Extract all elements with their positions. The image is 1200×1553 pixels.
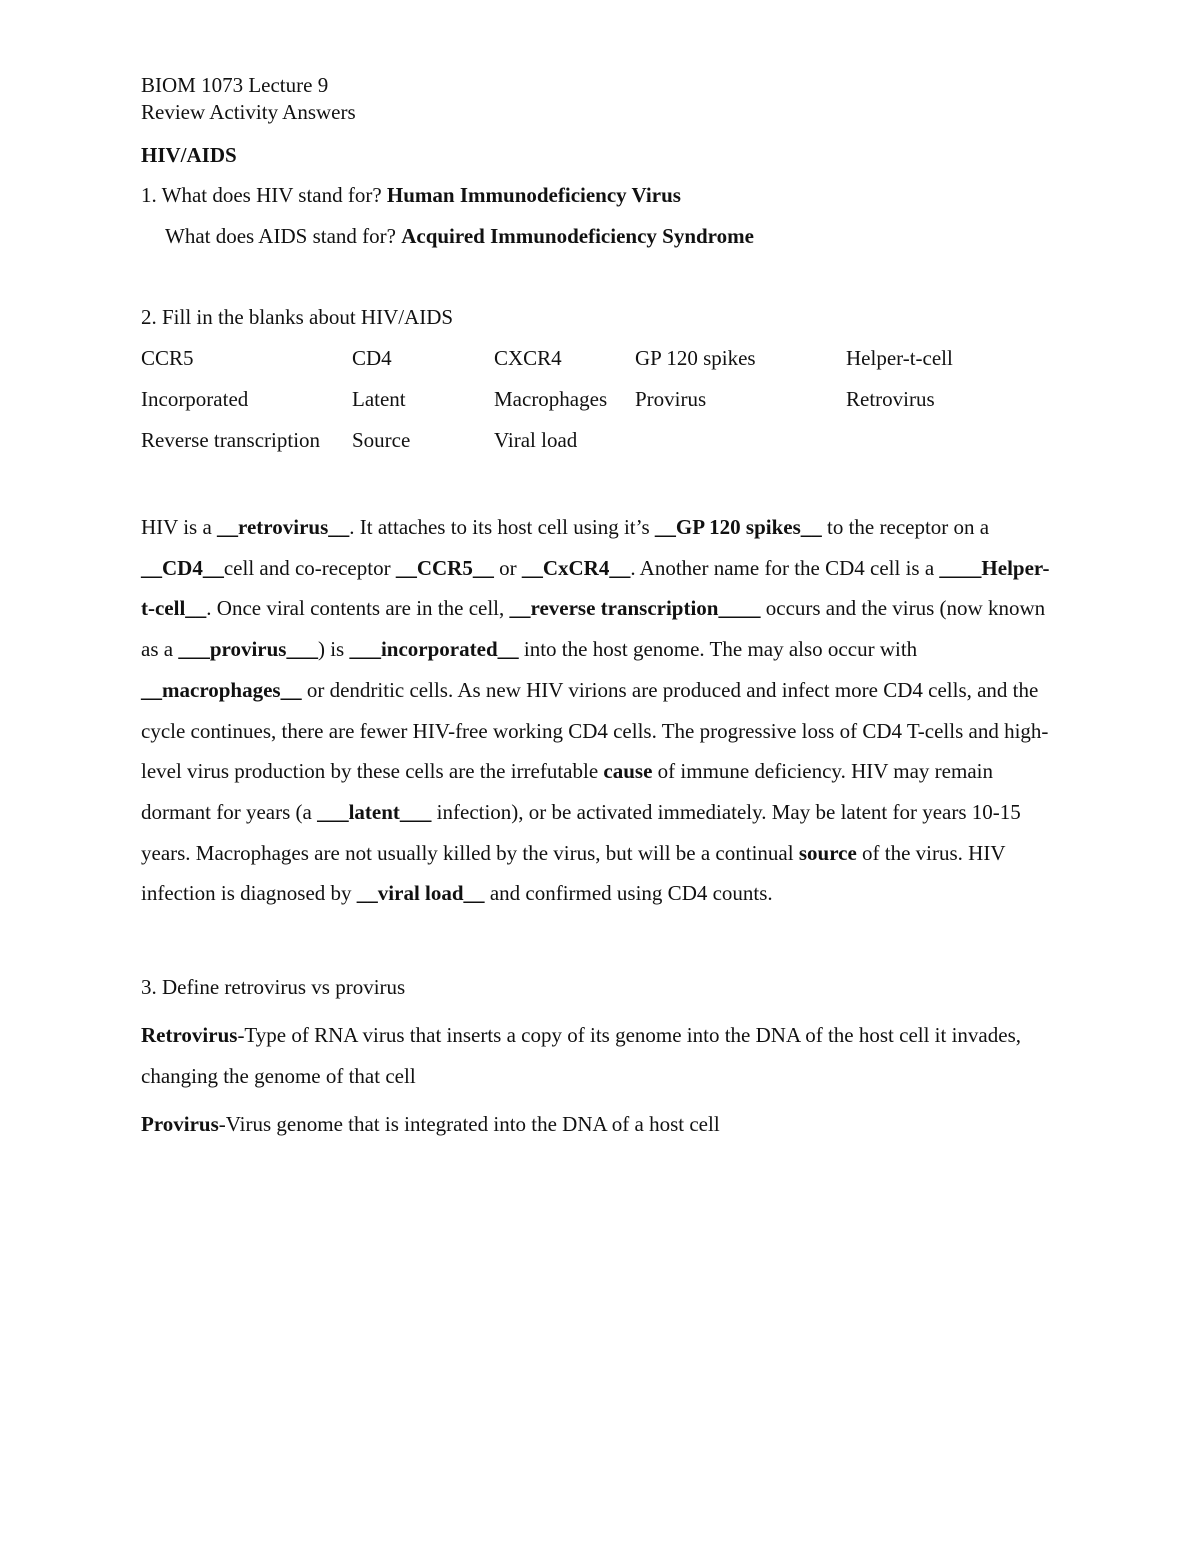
- fill-answer: __reverse transcription____: [509, 596, 761, 621]
- section-title: HIV/AIDS: [141, 143, 237, 167]
- word-bank-cell: [846, 427, 1006, 468]
- question-3-prompt: 3. Define retrovirus vs provirus: [141, 975, 406, 1000]
- fill-answer: __CD4__: [141, 555, 224, 580]
- word-bank-cell: CD4: [352, 346, 392, 370]
- question-1-hiv: [141, 182, 1061, 209]
- paragraph-text: infection), or be activated immediately. May be latent for years 10-15 years. Macrophages are not usually killed by the virus, but will be a continual: [141, 799, 1021, 865]
- definition-text: -Type of RNA virus that inserts a copy of its genome into the DNA of the host cell it invades, changing the genome of that cell: [141, 1023, 1021, 1089]
- word-bank-cell: Macrophages: [494, 387, 608, 411]
- fill-answer: ___provirus___: [178, 637, 318, 662]
- definition-text: -Virus genome that is integrated into the DNA of a host cell: [218, 1112, 720, 1137]
- retrovirus-definition: [141, 1015, 1056, 1097]
- fill-answer: __macrophages__: [141, 677, 302, 702]
- word-bank-cell: [635, 427, 846, 468]
- question-text: 1. What does HIV stand for?: [141, 183, 387, 207]
- fill-answer: ___latent___: [317, 799, 432, 824]
- fill-answer: __CxCR4__: [521, 555, 631, 580]
- provirus-definition: [141, 1111, 1061, 1138]
- word-bank-cell: Retrovirus: [846, 387, 935, 411]
- fill-answer: source: [798, 840, 857, 865]
- fill-answer: __retrovirus__: [217, 515, 350, 539]
- course-header: BIOM 1073 Lecture 9: [141, 73, 329, 97]
- paragraph-text: or: [493, 555, 522, 580]
- word-bank-row: [141, 345, 1006, 386]
- question-text: What does AIDS stand for?: [165, 224, 402, 248]
- fill-answer: ___incorporated__: [349, 637, 519, 662]
- fill-answer: __CCR5__: [395, 555, 494, 580]
- paragraph-text: cell and co-receptor: [223, 555, 396, 580]
- word-bank-row: [141, 386, 1006, 427]
- document-subtitle: Review Activity Answers: [141, 100, 356, 124]
- question-2-prompt: 2. Fill in the blanks about HIV/AIDS: [141, 305, 454, 329]
- term-retrovirus: Retrovirus: [141, 1023, 238, 1048]
- paragraph-text: or dendritic cells. As new HIV virions are produced and infect more CD4 cells, and the cycle continues, there are fewer HIV-free working CD4 cells. The progressive loss of CD4 T-cells and high-level virus production by these cells are the irrefutable: [141, 677, 1049, 784]
- fill-answer: cause: [603, 759, 653, 784]
- paragraph-text: and confirmed using CD4 counts.: [484, 881, 773, 906]
- word-bank-cell: Viral load: [494, 428, 578, 452]
- word-bank-cell: Incorporated: [141, 387, 249, 411]
- paragraph-text: HIV is a: [141, 515, 218, 539]
- word-bank-cell: Provirus: [635, 387, 707, 411]
- word-bank-cell: CXCR4: [494, 346, 562, 370]
- word-bank-cell: CCR5: [141, 346, 194, 370]
- fill-answer: __viral load__: [356, 881, 485, 906]
- word-bank-cell: Source: [352, 428, 411, 452]
- word-bank-cell: Reverse transcription: [141, 428, 321, 452]
- fill-answer: __GP 120 spikes__: [654, 515, 822, 539]
- paragraph-text: . Once viral contents are in the cell,: [206, 596, 510, 621]
- word-bank-row: [141, 427, 1006, 468]
- paragraph-text: occurs and the virus (now known as a: [141, 596, 1046, 662]
- answer-text: Acquired Immunodeficiency Syndrome: [401, 224, 754, 248]
- fill-in-paragraph: [141, 507, 1056, 914]
- paragraph-text: of immune deficiency. HIV may remain dormant for years (a: [141, 759, 993, 824]
- fill-answer: ____Helper-t-cell__: [141, 555, 1050, 621]
- word-bank-cell: Latent: [352, 387, 406, 411]
- term-provirus: Provirus: [141, 1112, 219, 1137]
- word-bank-table: [141, 345, 1006, 468]
- word-bank-cell: Helper-t-cell: [846, 346, 953, 370]
- paragraph-text: . Another name for the CD4 cell is a: [630, 555, 940, 580]
- paragraph-text: . It attaches to its host cell using it’s: [349, 515, 655, 539]
- answer-text: Human Immunodeficiency Virus: [386, 183, 681, 207]
- document-page: [141, 72, 1061, 1138]
- question-1-aids: [141, 223, 1061, 250]
- paragraph-text: ) is: [317, 637, 350, 662]
- paragraph-text: to the receptor on a: [821, 515, 990, 539]
- paragraph-text: into the host genome. The may also occur with: [518, 637, 918, 662]
- paragraph-text: of the virus. HIV infection is diagnosed by: [141, 840, 1006, 906]
- word-bank-cell: GP 120 spikes: [635, 346, 756, 370]
